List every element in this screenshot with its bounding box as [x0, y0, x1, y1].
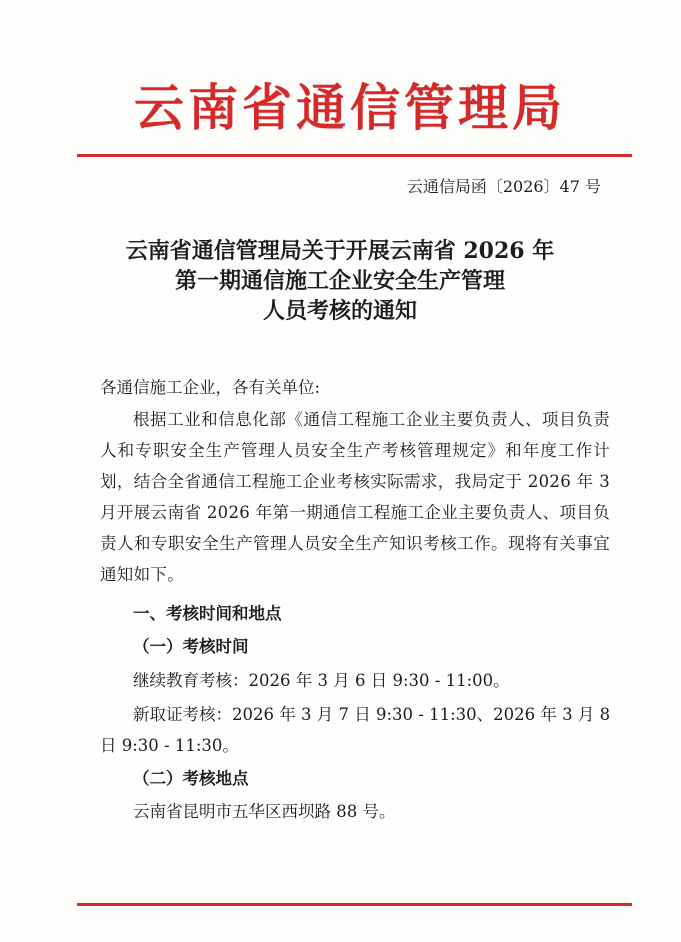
document-title: [95, 236, 585, 326]
document-number: 云通信局函〔2026〕47 号: [406, 177, 601, 196]
subsection-heading-location: （二）考核地点: [133, 769, 249, 788]
section-heading-1: 一、考核时间和地点: [133, 604, 282, 623]
title-line-1: 云南省通信管理局关于开展云南省 2026 年: [125, 238, 555, 264]
title-line-2: 第一期通信施工企业安全生产管理: [174, 268, 505, 294]
exam-location: 云南省昆明市五华区西坝路 88 号。: [133, 802, 396, 821]
new-certification-time-cont: 日 9:30 - 11:30。: [100, 736, 239, 755]
continuing-education-time: 继续教育考核：2026 年 3 月 6 日 9:30 - 11:00。: [133, 671, 510, 690]
intro-paragraph: 根据工业和信息化部《通信工程施工企业主要负责人、项目负责人和专职安全生产管理人员安全生产考核管理规定》和年度工作计划，结合全省通信工程施工企业考核实际需求，我局定于 2026 年 3 月开展云南省 2026 年第一期通信工程施工企业主要负责人、项目负责人和专职安全生产管理人员安全生产知识考核工作。现将有关事宜通知如下。: [100, 410, 610, 584]
salutation: 各通信施工企业，各有关单位:: [100, 378, 321, 397]
title-line-3: 人员考核的通知: [262, 298, 417, 324]
new-certification-time: 新取证考核：2026 年 3 月 7 日 9:30 - 11:30、2026 年 3 月 8: [133, 705, 611, 724]
subsection-heading-time: （一）考核时间: [133, 637, 249, 656]
issuing-authority-header: 云南省通信管理局: [134, 78, 566, 137]
footer-red-rule: [77, 903, 632, 906]
header-red-rule: [77, 154, 632, 157]
